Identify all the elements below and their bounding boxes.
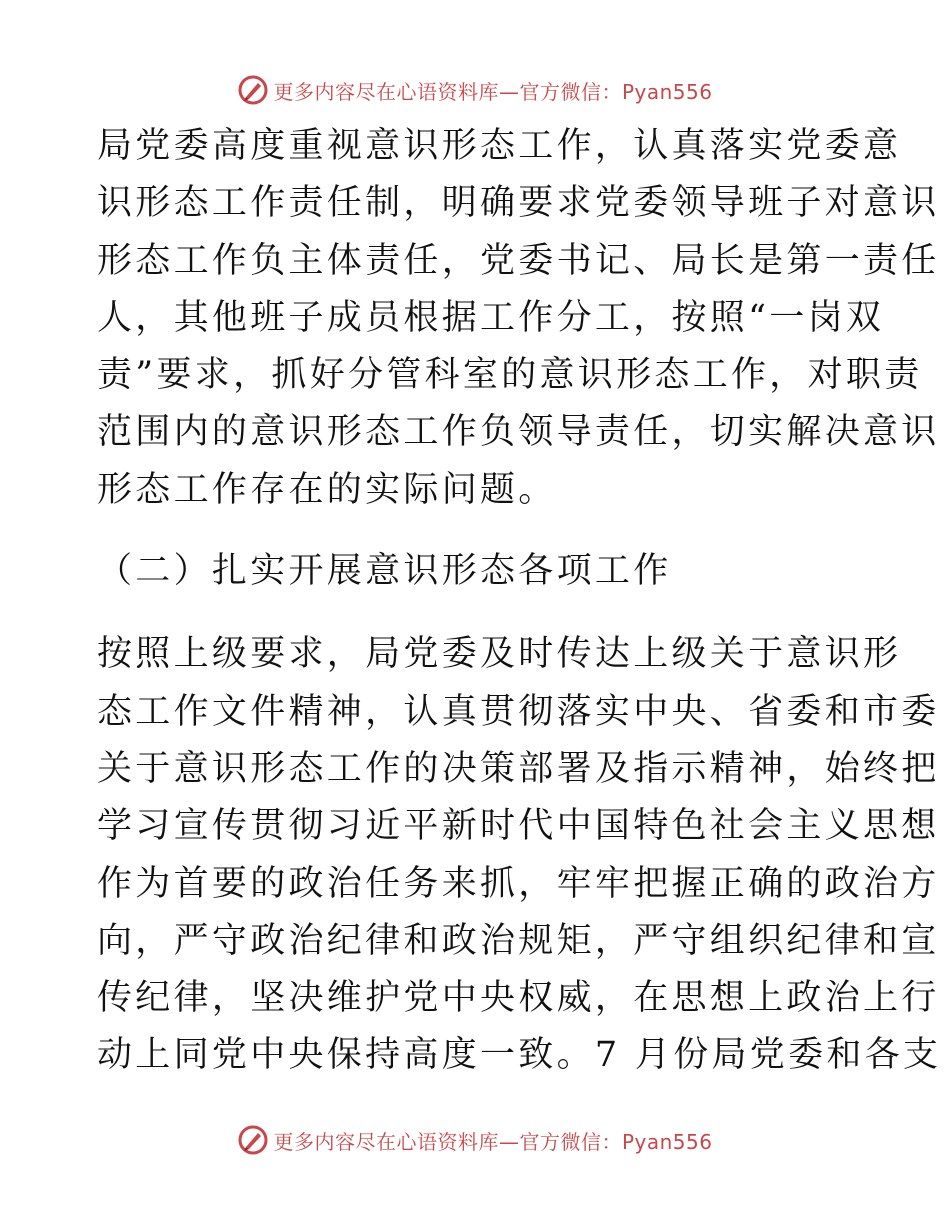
text-line: 动上同党中央保持高度一致。7 月份局党委和各支 xyxy=(97,1035,942,1076)
watermark-header xyxy=(0,70,950,110)
text-line: 人，其他班子成员根据工作分工，按照“一岗双 xyxy=(97,297,885,338)
paragraph-1 xyxy=(97,118,940,519)
document-body xyxy=(97,118,942,1085)
text-line: 向，严守政治纪律和政治规矩，严守组织纪律和宣 xyxy=(97,920,940,961)
text-line: 范围内的意识形态工作负领导责任，切实解决意识 xyxy=(97,412,940,453)
text-line: 责”要求，抓好分管科室的意识形态工作，对职责 xyxy=(97,355,923,396)
text-line: 作为首要的政治任务来抓，牢牢把握正确的政治方 xyxy=(97,863,940,904)
text-line: 学习宣传贯彻习近平新时代中国特色社会主义思想 xyxy=(97,806,940,847)
watermark-text: 更多内容尽在心语资料库—官方微信：Pyan556 xyxy=(273,1129,713,1154)
text-line: 形态工作负主体责任，党委书记、局长是第一责任 xyxy=(97,240,940,281)
pen-logo-icon xyxy=(237,1124,269,1156)
text-line: 关于意识形态工作的决策部署及指示精神，始终把 xyxy=(97,748,940,789)
text-line: 传纪律，坚决维护党中央权威，在思想上政治上行 xyxy=(97,978,940,1019)
watermark-footer xyxy=(0,1120,950,1160)
text-line: 态工作文件精神，认真贯彻落实中央、省委和市委 xyxy=(97,691,940,732)
paragraph-2 xyxy=(97,626,942,1084)
pen-logo-icon xyxy=(237,74,269,106)
text-line: 识形态工作责任制，明确要求党委领导班子对意识 xyxy=(97,183,940,224)
text-line: 局党委高度重视意识形态工作，认真落实党委意 xyxy=(97,126,902,166)
watermark-text: 更多内容尽在心语资料库—官方微信：Pyan556 xyxy=(273,79,713,104)
text-line: 按照上级要求，局党委及时传达上级关于意识形 xyxy=(97,634,902,675)
text-line: 形态工作存在的实际问题。 xyxy=(97,469,557,510)
section-heading: （二）扎实开展意识形态各项工作 xyxy=(97,551,672,592)
